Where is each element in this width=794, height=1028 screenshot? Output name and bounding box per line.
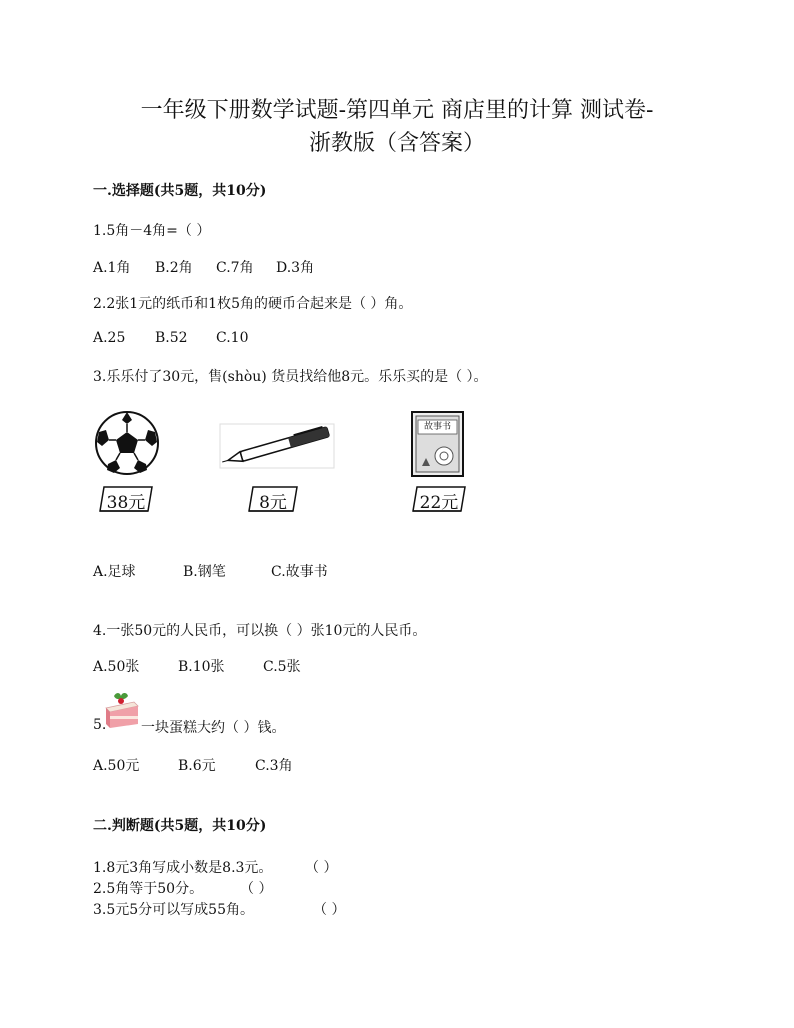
option-2a: A.25 xyxy=(93,330,126,346)
price-tag-pen xyxy=(247,485,299,513)
price-tag-soccer xyxy=(98,485,154,513)
option-2c: C.10 xyxy=(216,330,249,346)
question-1: 1.5角－4角=（ ） xyxy=(93,223,211,239)
judge-item-1: 1.8元3角写成小数是8.3元。 xyxy=(93,860,273,876)
question-2: 2.2张1元的纸币和1枚5角的硬币合起来是（ ）角。 xyxy=(93,296,413,312)
question-3: 3.乐乐付了30元，售(shòu) 货员找给他8元。乐乐买的是（ ）。 xyxy=(93,369,488,385)
option-1b: B.2角 xyxy=(155,260,193,276)
answer-blank: （ ） xyxy=(240,881,273,897)
answer-blank: （ ） xyxy=(305,860,338,876)
option-4a: A.50张 xyxy=(93,659,140,675)
cake-icon xyxy=(104,692,140,730)
soccer-ball-icon xyxy=(94,410,160,476)
option-3b: B.钢笔 xyxy=(183,564,226,580)
price-tag-storybook xyxy=(411,485,467,513)
pen-icon xyxy=(218,422,336,470)
option-4b: B.10张 xyxy=(178,659,225,675)
price-label: 22元 xyxy=(419,493,459,513)
page-title-line1: 一年级下册数学试题-第四单元 商店里的计算 测试卷- xyxy=(140,98,654,123)
judge-item-3: 3.5元5分可以写成55角。 xyxy=(93,902,254,918)
option-3a: A.足球 xyxy=(93,564,136,580)
option-1a: A.1角 xyxy=(93,260,131,276)
option-1d: D.3角 xyxy=(276,260,315,276)
option-5a: A.50元 xyxy=(93,758,140,774)
page-title-line2: 浙教版（含答案） xyxy=(308,131,485,156)
option-1c: C.7角 xyxy=(216,260,254,276)
judge-item-2: 2.5角等于50分。 xyxy=(93,881,204,897)
question-5-number: 5. xyxy=(93,717,107,733)
option-4c: C.5张 xyxy=(263,659,301,675)
option-3c: C.故事书 xyxy=(271,564,328,580)
section-heading: 一.选择题(共5题，共10分) xyxy=(93,183,267,199)
price-label: 8元 xyxy=(259,493,287,513)
question-4: 4.一张50元的人民币，可以换（ ）张10元的人民币。 xyxy=(93,623,427,639)
option-2b: B.52 xyxy=(155,330,188,346)
option-5c: C.3角 xyxy=(255,758,293,774)
storybook-cover-title: 故事书 xyxy=(423,422,451,432)
section-heading: 二.判断题(共5题，共10分) xyxy=(93,818,267,834)
answer-blank: （ ） xyxy=(313,902,346,918)
question-5: 一块蛋糕大约（ ）钱。 xyxy=(141,720,286,736)
option-5b: B.6元 xyxy=(178,758,216,774)
price-label: 38元 xyxy=(106,493,146,513)
